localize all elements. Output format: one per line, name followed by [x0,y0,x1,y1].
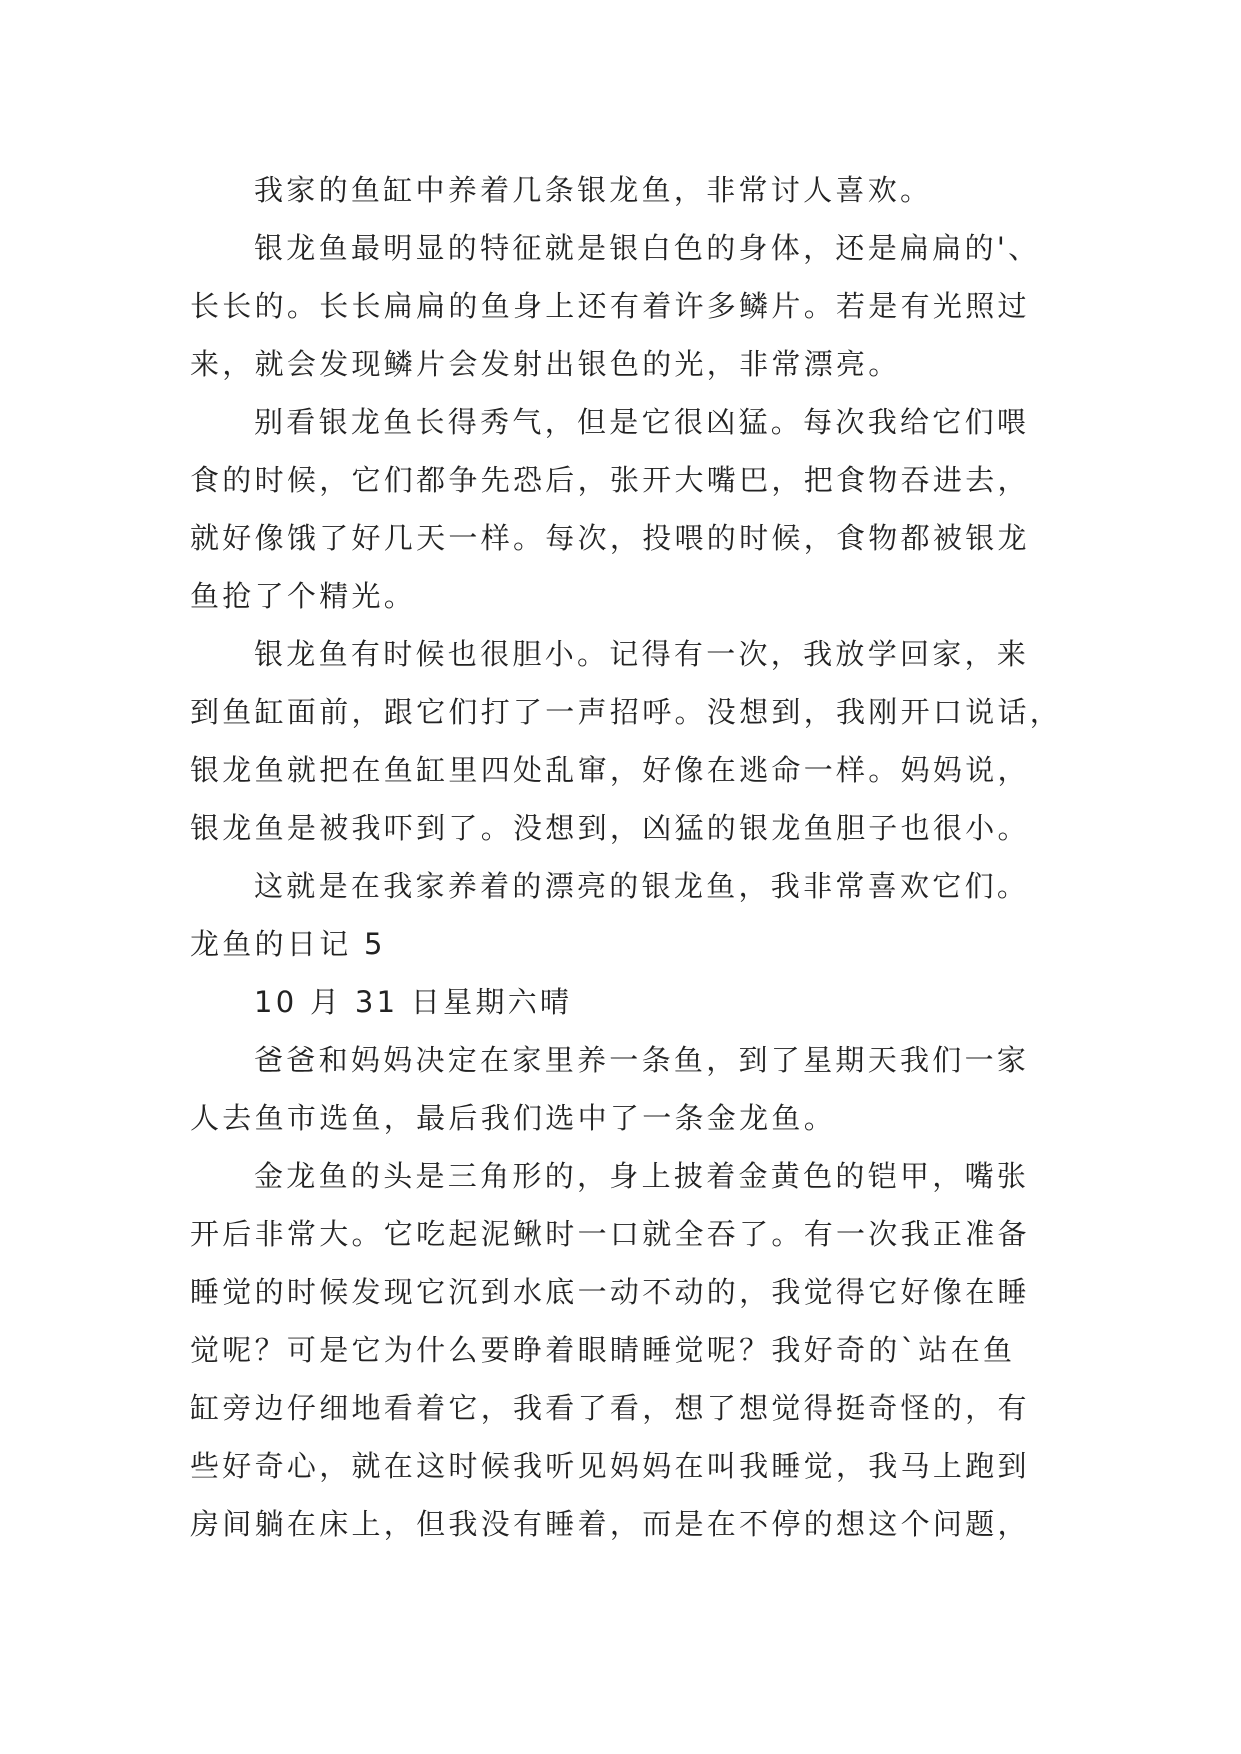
text-line: 爸爸和妈妈决定在家里养一条鱼，到了星期天我们一家 [254,1043,1030,1077]
document-body [190,161,1070,1553]
text-line: 睡觉的时候发现它沉到水底一动不动的，我觉得它好像在睡 [190,1275,1030,1309]
text-line: 些好奇心，就在这时候我听见妈妈在叫我睡觉，我马上跑到 [190,1449,1030,1483]
diary-date: 10 月 31 日星期六晴 [254,985,573,1019]
section-heading: 龙鱼的日记 5 [190,927,386,961]
text-line: 长长的。长长扁扁的鱼身上还有着许多鳞片。若是有光照过 [190,289,1030,323]
text-line: 我家的鱼缸中养着几条银龙鱼，非常讨人喜欢。 [254,173,933,207]
text-line: 银龙鱼是被我吓到了。没想到，凶猛的银龙鱼胆子也很小。 [190,811,1030,845]
text-line: 缸旁边仔细地看着它，我看了看，想了想觉得挺奇怪的，有 [190,1391,1030,1425]
text-line: 银龙鱼最明显的特征就是银白色的身体，还是扁扁的'、 [254,231,1041,265]
text-line: 开后非常大。它吃起泥鳅时一口就全吞了。有一次我正准备 [190,1217,1030,1251]
text-line: 金龙鱼的头是三角形的，身上披着金黄色的铠甲，嘴张 [254,1159,1030,1193]
text-line: 人去鱼市选鱼，最后我们选中了一条金龙鱼。 [190,1101,837,1135]
text-line: 觉呢？可是它为什么要睁着眼睛睡觉呢？我好奇的`站在鱼 [190,1333,1016,1367]
text-line: 这就是在我家养着的漂亮的银龙鱼，我非常喜欢它们。 [254,869,1030,903]
text-line: 到鱼缸面前，跟它们打了一声招呼。没想到，我刚开口说话， [190,695,1063,729]
text-line: 就好像饿了好几天一样。每次，投喂的时候，食物都被银龙 [190,521,1030,555]
text-line: 房间躺在床上，但我没有睡着，而是在不停的想这个问题， [190,1507,1030,1541]
text-line: 银龙鱼就把在鱼缸里四处乱窜，好像在逃命一样。妈妈说， [190,753,1030,787]
text-line: 鱼抢了个精光。 [190,579,417,613]
text-line: 银龙鱼有时候也很胆小。记得有一次，我放学回家，来 [254,637,1030,671]
text-line: 别看银龙鱼长得秀气，但是它很凶猛。每次我给它们喂 [254,405,1030,439]
text-line: 来，就会发现鳞片会发射出银色的光，非常漂亮。 [190,347,901,381]
text-line: 食的时候，它们都争先恐后，张开大嘴巴，把食物吞进去， [190,463,1030,497]
